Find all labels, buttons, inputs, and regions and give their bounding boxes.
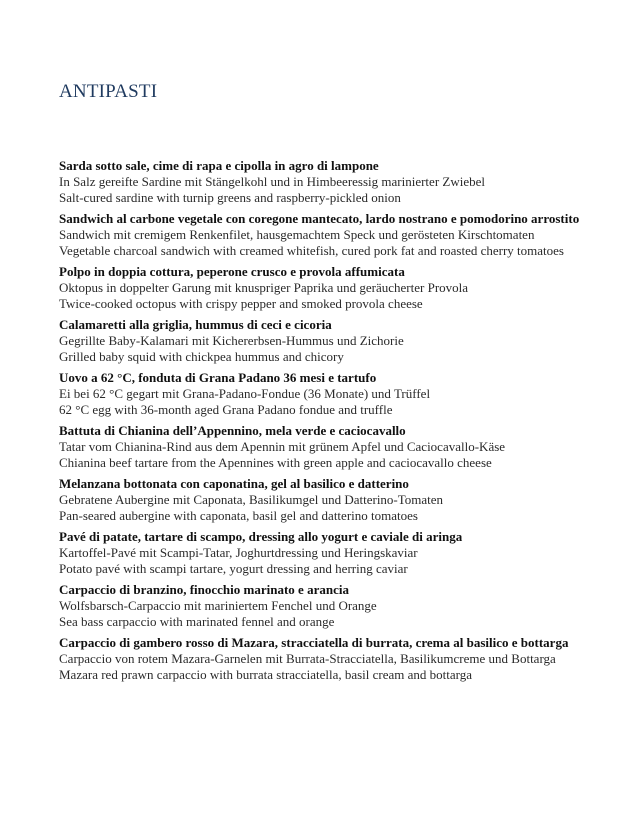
dish-name-italian: Battuta di Chianina dell’Appennino, mela verde e caciocavallo (59, 423, 406, 438)
dish-description-english: Grilled baby squid with chickpea hummus and chicory (59, 349, 344, 364)
dish-name-italian: Carpaccio di branzino, finocchio marinato e arancia (59, 582, 349, 597)
dish-name-italian: Melanzana bottonata con caponatina, gel al basilico e datterino (59, 476, 409, 491)
dish-description-english: Twice-cooked octopus with crispy pepper and smoked provola cheese (59, 296, 423, 311)
menu-item (59, 476, 619, 524)
menu-item (59, 529, 619, 577)
dish-description-german: Carpaccio von rotem Mazara-Garnelen mit Burrata-Stracciatella, Basilikumcreme und Bottarga (59, 651, 556, 666)
dish-description-english: Potato pavé with scampi tartare, yogurt dressing and herring caviar (59, 561, 408, 576)
dish-description-german: Sandwich mit cremigem Renkenfilet, hausgemachtem Speck und gerösteten Kirschtomaten (59, 227, 535, 242)
dish-description-english: Vegetable charcoal sandwich with creamed whitefish, cured pork fat and roasted cherry tomatoes (59, 243, 564, 258)
menu-item (59, 370, 619, 418)
dish-description-german: In Salz gereifte Sardine mit Stängelkohl und in Himbeeressig marinierter Zwiebel (59, 174, 485, 189)
dish-description-german: Tatar vom Chianina-Rind aus dem Apennin mit grünem Apfel und Caciocavallo-Käse (59, 439, 506, 454)
dish-description-german: Gegrillte Baby-Kalamari mit Kichererbsen-Hummus und Zichorie (59, 333, 404, 348)
dish-description-english: Mazara red prawn carpaccio with burrata stracciatella, basil cream and bottarga (59, 667, 473, 682)
dish-description-german: Oktopus in doppelter Garung mit knuspriger Paprika und geräucherter Provola (59, 280, 469, 295)
menu-item (59, 211, 619, 259)
section-title: ANTIPASTI (59, 81, 158, 102)
dish-name-italian: Carpaccio di gambero rosso di Mazara, stracciatella di burrata, crema al basilico e bottarga (59, 635, 569, 650)
dish-name-italian: Pavé di patate, tartare di scampo, dressing allo yogurt e caviale di aringa (59, 529, 463, 544)
dish-name-italian: Polpo in doppia cottura, peperone crusco e provola affumicata (59, 264, 405, 279)
dish-description-german: Kartoffel-Pavé mit Scampi-Tatar, Joghurtdressing und Heringskaviar (59, 545, 418, 560)
dish-name-italian: Sarda sotto sale, cime di rapa e cipolla in agro di lampone (59, 158, 379, 173)
dish-description-german: Wolfsbarsch-Carpaccio mit mariniertem Fenchel und Orange (59, 598, 377, 613)
menu-list (59, 158, 619, 688)
dish-description-english: Sea bass carpaccio with marinated fennel and orange (59, 614, 335, 629)
dish-description-english: Salt-cured sardine with turnip greens and raspberry-pickled onion (59, 190, 401, 205)
menu-item (59, 158, 619, 206)
menu-item (59, 264, 619, 312)
dish-name-italian: Calamaretti alla griglia, hummus di ceci e cicoria (59, 317, 332, 332)
dish-description-german: Gebratene Aubergine mit Caponata, Basilikumgel und Datterino-Tomaten (59, 492, 444, 507)
menu-item (59, 582, 619, 630)
dish-description-english: Chianina beef tartare from the Apennines with green apple and caciocavallo cheese (59, 455, 492, 470)
dish-description-english: Pan-seared aubergine with caponata, basil gel and datterino tomatoes (59, 508, 418, 523)
dish-description-english: 62 °C egg with 36-month aged Grana Padano fondue and truffle (59, 402, 393, 417)
dish-description-german: Ei bei 62 °C gegart mit Grana-Padano-Fondue (36 Monate) und Trüffel (59, 386, 431, 401)
menu-item (59, 635, 619, 683)
dish-name-italian: Uovo a 62 °C, fonduta di Grana Padano 36 mesi e tartufo (59, 370, 377, 385)
menu-item (59, 317, 619, 365)
dish-name-italian: Sandwich al carbone vegetale con coregone mantecato, lardo nostrano e pomodorino arrostito (59, 211, 580, 226)
menu-item (59, 423, 619, 471)
